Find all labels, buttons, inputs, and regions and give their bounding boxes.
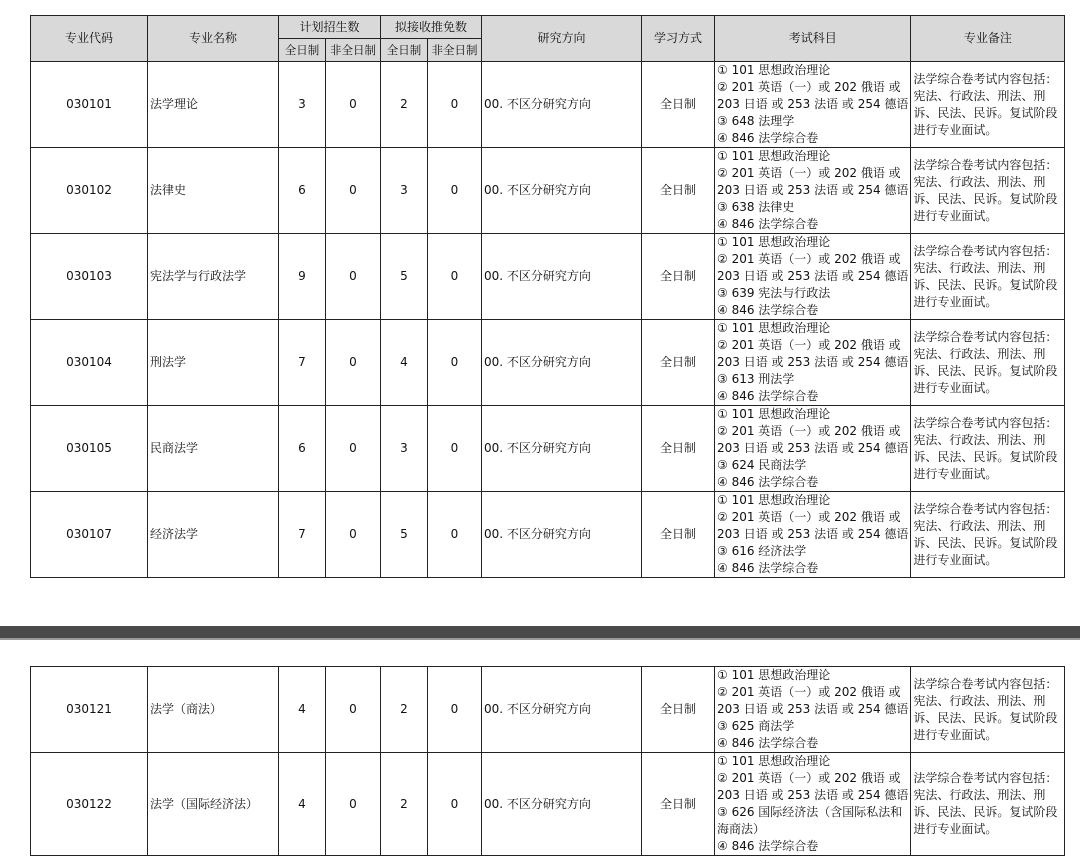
- research-direction: 00. 不区分研究方向: [482, 492, 642, 578]
- research-direction: 00. 不区分研究方向: [482, 753, 642, 856]
- remark-line-1: 法学综合卷考试内容包括：: [913, 71, 1058, 86]
- subject-2b: 203 日语 或 253 法语 或 254 德语: [717, 702, 909, 716]
- major-name: 法学（商法）: [148, 667, 279, 753]
- subject-2a: ② 201 英语（一）或 202 俄语 或: [717, 80, 901, 94]
- exam-subjects: [715, 753, 911, 856]
- remark-line-3: 诉、民法、民诉。复试阶段: [913, 710, 1058, 725]
- subject-1: ① 101 思想政治理论: [717, 149, 831, 163]
- exempt-part: 0: [428, 148, 482, 234]
- exempt-part: 0: [428, 234, 482, 320]
- exam-subjects: [715, 234, 911, 320]
- header-code: 专业代码: [31, 16, 148, 62]
- study-mode: 全日制: [642, 667, 715, 753]
- exempt-part: 0: [428, 62, 482, 148]
- major-name: 经济法学: [148, 492, 279, 578]
- table-row: [31, 492, 1065, 578]
- subject-2a: ② 201 英语（一）或 202 俄语 或: [717, 424, 901, 438]
- study-mode: 全日制: [642, 148, 715, 234]
- study-mode: 全日制: [642, 320, 715, 406]
- plan-full: 7: [279, 492, 326, 578]
- major-name: 法学（国际经济法）: [148, 753, 279, 856]
- remark-line-4: 进行专业面试。: [913, 294, 998, 309]
- exempt-full: 3: [381, 406, 428, 492]
- major-code: 030101: [31, 62, 148, 148]
- subject-1: ① 101 思想政治理论: [717, 407, 831, 421]
- remark-line-2: 宪法、行政法、刑法、刑: [913, 346, 1046, 361]
- header-direction: 研究方向: [482, 16, 642, 62]
- admissions-table: [30, 15, 1065, 578]
- research-direction: 00. 不区分研究方向: [482, 406, 642, 492]
- header-exempt-full: 全日制: [381, 39, 428, 62]
- subject-2b: 203 日语 或 253 法语 或 254 德语: [717, 527, 909, 541]
- subject-4: ④ 846 法学综合卷: [717, 839, 819, 853]
- subject-1: ① 101 思想政治理论: [717, 321, 831, 335]
- remark-line-2: 宪法、行政法、刑法、刑: [913, 518, 1046, 533]
- subject-2b: 203 日语 或 253 法语 或 254 德语: [717, 269, 909, 283]
- major-remarks: [911, 62, 1065, 148]
- major-remarks: [911, 753, 1065, 856]
- exempt-part: 0: [428, 492, 482, 578]
- remark-line-3: 诉、民法、民诉。复试阶段: [913, 805, 1058, 819]
- subject-3: ③ 625 商法学: [717, 719, 795, 733]
- major-name: 宪法学与行政法学: [148, 234, 279, 320]
- major-name: 刑法学: [148, 320, 279, 406]
- remark-line-1: 法学综合卷考试内容包括：: [913, 771, 1058, 785]
- remark-line-2: 宪法、行政法、刑法、刑: [913, 260, 1046, 275]
- remark-line-4: 进行专业面试。: [913, 466, 998, 481]
- plan-full: 4: [279, 753, 326, 856]
- major-code: 030122: [31, 753, 148, 856]
- header-plan-full: 全日制: [279, 39, 326, 62]
- table-row: [31, 148, 1065, 234]
- remark-line-4: 进行专业面试。: [913, 208, 998, 223]
- remark-line-1: 法学综合卷考试内容包括：: [913, 243, 1058, 258]
- exempt-part: 0: [428, 406, 482, 492]
- major-name: 法学理论: [148, 62, 279, 148]
- subject-1: ① 101 思想政治理论: [717, 235, 831, 249]
- remark-line-2: 宪法、行政法、刑法、刑: [913, 432, 1046, 447]
- exempt-full: 4: [381, 320, 428, 406]
- subject-1: ① 101 思想政治理论: [717, 63, 831, 77]
- major-name: 法律史: [148, 148, 279, 234]
- exam-subjects: [715, 62, 911, 148]
- study-mode: 全日制: [642, 234, 715, 320]
- study-mode: 全日制: [642, 62, 715, 148]
- subject-3: ③ 626 国际经济法（含国际私法和海商法）: [717, 805, 903, 836]
- exempt-full: 2: [381, 667, 428, 753]
- subject-4: ④ 846 法学综合卷: [717, 389, 819, 403]
- header-exempt-part: 非全日制: [428, 39, 482, 62]
- major-remarks: [911, 406, 1065, 492]
- exam-subjects: [715, 492, 911, 578]
- remark-line-4: 进行专业面试。: [913, 552, 998, 567]
- remark-line-1: 法学综合卷考试内容包括：: [913, 676, 1058, 691]
- major-code: 030102: [31, 148, 148, 234]
- header-mode: 学习方式: [642, 16, 715, 62]
- plan-part: 0: [326, 320, 381, 406]
- exempt-full: 3: [381, 148, 428, 234]
- header-exempt: 拟接收推免数: [381, 16, 482, 39]
- plan-full: 7: [279, 320, 326, 406]
- subject-4: ④ 846 法学综合卷: [717, 131, 819, 145]
- subject-4: ④ 846 法学综合卷: [717, 736, 819, 750]
- exempt-full: 2: [381, 753, 428, 856]
- remark-line-4: 进行专业面试。: [913, 380, 998, 395]
- remark-line-4: 进行专业面试。: [913, 822, 998, 836]
- major-code: 030103: [31, 234, 148, 320]
- plan-part: 0: [326, 148, 381, 234]
- study-mode: 全日制: [642, 406, 715, 492]
- remark-line-4: 进行专业面试。: [913, 122, 998, 137]
- subject-3: ③ 638 法律史: [717, 200, 795, 214]
- plan-full: 6: [279, 406, 326, 492]
- remark-line-3: 诉、民法、民诉。复试阶段: [913, 535, 1058, 550]
- subject-4: ④ 846 法学综合卷: [717, 303, 819, 317]
- research-direction: 00. 不区分研究方向: [482, 667, 642, 753]
- page-sheet-2: [0, 640, 1080, 860]
- plan-full: 6: [279, 148, 326, 234]
- plan-part: 0: [326, 753, 381, 856]
- subject-3: ③ 648 法理学: [717, 114, 795, 128]
- remark-line-3: 诉、民法、民诉。复试阶段: [913, 105, 1058, 120]
- plan-full: 4: [279, 667, 326, 753]
- table-row: [31, 667, 1065, 753]
- exempt-part: 0: [428, 667, 482, 753]
- header-remarks: 专业备注: [911, 16, 1065, 62]
- major-remarks: [911, 234, 1065, 320]
- header-plan-part: 非全日制: [326, 39, 381, 62]
- remark-line-4: 进行专业面试。: [913, 727, 998, 742]
- subject-2a: ② 201 英语（一）或 202 俄语 或: [717, 252, 901, 266]
- subject-3: ③ 616 经济法学: [717, 544, 807, 558]
- remark-line-2: 宪法、行政法、刑法、刑: [913, 88, 1046, 103]
- subject-2a: ② 201 英语（一）或 202 俄语 或: [717, 685, 901, 699]
- subject-3: ③ 639 宪法与行政法: [717, 286, 831, 300]
- exempt-full: 5: [381, 492, 428, 578]
- header-plan: 计划招生数: [279, 16, 381, 39]
- subject-2b: 203 日语 或 253 法语 或 254 德语: [717, 788, 909, 802]
- table-row: [31, 62, 1065, 148]
- remark-line-1: 法学综合卷考试内容包括：: [913, 415, 1058, 430]
- research-direction: 00. 不区分研究方向: [482, 62, 642, 148]
- subject-3: ③ 613 刑法学: [717, 372, 795, 386]
- subject-4: ④ 846 法学综合卷: [717, 475, 819, 489]
- table-row: [31, 406, 1065, 492]
- plan-full: 3: [279, 62, 326, 148]
- admissions-table-continued: [30, 666, 1065, 856]
- major-code: 030105: [31, 406, 148, 492]
- major-remarks: [911, 320, 1065, 406]
- subject-2a: ② 201 英语（一）或 202 俄语 或: [717, 771, 901, 785]
- plan-part: 0: [326, 62, 381, 148]
- research-direction: 00. 不区分研究方向: [482, 234, 642, 320]
- major-remarks: [911, 667, 1065, 753]
- exam-subjects: [715, 148, 911, 234]
- subject-4: ④ 846 法学综合卷: [717, 561, 819, 575]
- subject-1: ① 101 思想政治理论: [717, 668, 831, 682]
- subject-2b: 203 日语 或 253 法语 或 254 德语: [717, 97, 909, 111]
- major-name: 民商法学: [148, 406, 279, 492]
- major-code: 030107: [31, 492, 148, 578]
- exam-subjects: [715, 320, 911, 406]
- header-subjects: 考试科目: [715, 16, 911, 62]
- subject-2b: 203 日语 或 253 法语 或 254 德语: [717, 183, 909, 197]
- study-mode: 全日制: [642, 492, 715, 578]
- subject-3: ③ 624 民商法学: [717, 458, 807, 472]
- page-separator: [0, 626, 1080, 640]
- research-direction: 00. 不区分研究方向: [482, 320, 642, 406]
- exempt-full: 2: [381, 62, 428, 148]
- remark-line-2: 宪法、行政法、刑法、刑: [913, 174, 1046, 189]
- subject-1: ① 101 思想政治理论: [717, 493, 831, 507]
- subject-2a: ② 201 英语（一）或 202 俄语 或: [717, 338, 901, 352]
- remark-line-2: 宪法、行政法、刑法、刑: [913, 788, 1046, 802]
- subject-4: ④ 846 法学综合卷: [717, 217, 819, 231]
- exam-subjects: [715, 667, 911, 753]
- remark-line-1: 法学综合卷考试内容包括：: [913, 157, 1058, 172]
- major-code: 030104: [31, 320, 148, 406]
- plan-part: 0: [326, 234, 381, 320]
- major-remarks: [911, 492, 1065, 578]
- plan-full: 9: [279, 234, 326, 320]
- research-direction: 00. 不区分研究方向: [482, 148, 642, 234]
- header-name: 专业名称: [148, 16, 279, 62]
- subject-2a: ② 201 英语（一）或 202 俄语 或: [717, 166, 901, 180]
- table-row: [31, 320, 1065, 406]
- subject-1: ① 101 思想政治理论: [717, 754, 831, 768]
- remark-line-3: 诉、民法、民诉。复试阶段: [913, 363, 1058, 378]
- plan-part: 0: [326, 492, 381, 578]
- subject-2b: 203 日语 或 253 法语 或 254 德语: [717, 441, 909, 455]
- remark-line-1: 法学综合卷考试内容包括：: [913, 501, 1058, 516]
- plan-part: 0: [326, 667, 381, 753]
- major-remarks: [911, 148, 1065, 234]
- subject-2a: ② 201 英语（一）或 202 俄语 或: [717, 510, 901, 524]
- table-header: [31, 16, 1065, 62]
- plan-part: 0: [326, 406, 381, 492]
- table-row: [31, 753, 1065, 856]
- exempt-part: 0: [428, 320, 482, 406]
- major-code: 030121: [31, 667, 148, 753]
- study-mode: 全日制: [642, 753, 715, 856]
- remark-line-1: 法学综合卷考试内容包括：: [913, 329, 1058, 344]
- exam-subjects: [715, 406, 911, 492]
- remark-line-2: 宪法、行政法、刑法、刑: [913, 693, 1046, 708]
- remark-line-3: 诉、民法、民诉。复试阶段: [913, 277, 1058, 292]
- subject-2b: 203 日语 或 253 法语 或 254 德语: [717, 355, 909, 369]
- table-row: [31, 234, 1065, 320]
- remark-line-3: 诉、民法、民诉。复试阶段: [913, 449, 1058, 464]
- remark-line-3: 诉、民法、民诉。复试阶段: [913, 191, 1058, 206]
- exempt-full: 5: [381, 234, 428, 320]
- exempt-part: 0: [428, 753, 482, 856]
